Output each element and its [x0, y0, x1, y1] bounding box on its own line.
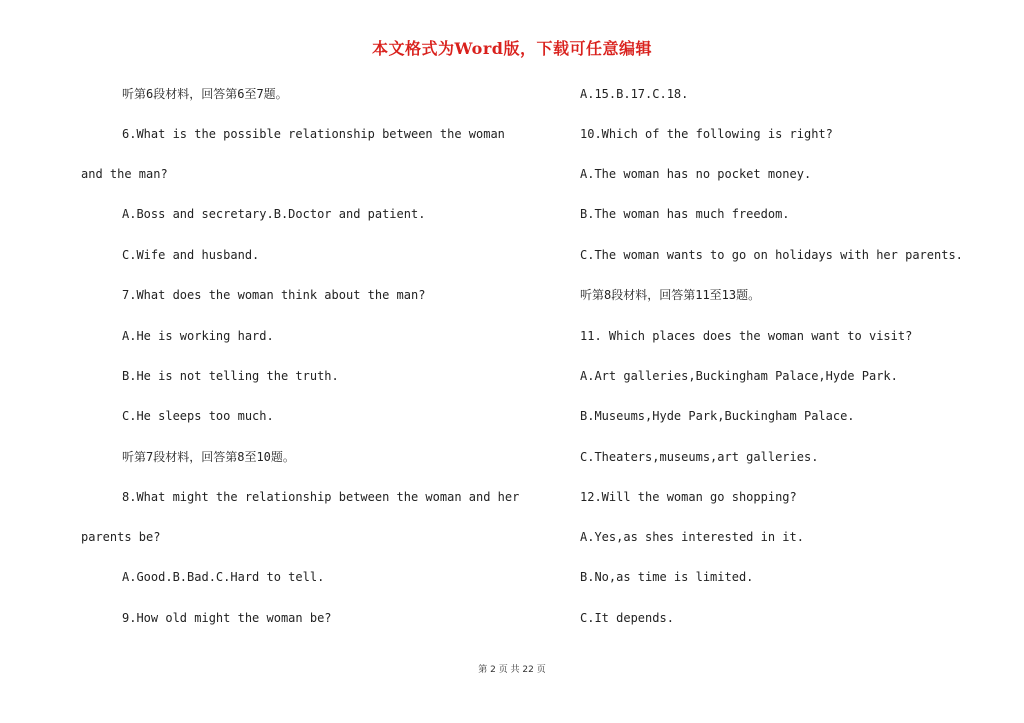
question-6-continued: and the man?	[81, 167, 168, 181]
question-10-option-a: A.The woman has no pocket money.	[580, 167, 812, 181]
question-12-option-c: C.It depends.	[580, 611, 674, 625]
question-6-options-ab: A.Boss and secretary.B.Doctor and patient.	[122, 207, 426, 221]
question-11-option-c: C.Theaters,museums,art galleries.	[580, 450, 819, 464]
question-7-option-c: C.He sleeps too much.	[122, 409, 274, 423]
question-7: 7.What does the woman think about the man?	[122, 288, 426, 302]
question-10-option-c: C.The woman wants to go on holidays with her parents.	[580, 248, 963, 262]
question-9-options: A.15.B.17.C.18.	[580, 87, 689, 101]
question-6: 6.What is the possible relationship between the woman	[122, 127, 505, 141]
question-12-option-a: A.Yes,as shes interested in it.	[580, 530, 804, 544]
question-12-option-b: B.No,as time is limited.	[580, 570, 754, 584]
question-6-option-c: C.Wife and husband.	[122, 248, 260, 262]
question-9: 9.How old might the woman be?	[122, 611, 332, 625]
question-10: 10.Which of the following is right?	[580, 127, 833, 141]
question-8-options: A.Good.B.Bad.C.Hard to tell.	[122, 570, 325, 584]
question-12: 12.Will the woman go shopping?	[580, 490, 797, 504]
section-heading-6: 听第6段材料，回答第6至7题。	[122, 87, 288, 101]
section-heading-8: 听第8段材料，回答第11至13题。	[580, 288, 761, 302]
question-11-option-b: B.Museums,Hyde Park,Buckingham Palace.	[580, 409, 855, 423]
page-number: 第 2 页 共 22 页	[478, 665, 546, 675]
question-11: 11. Which places does the woman want to visit?	[580, 329, 913, 343]
question-10-option-b: B.The woman has much freedom.	[580, 207, 790, 221]
question-7-option-a: A.He is working hard.	[122, 329, 274, 343]
question-7-option-b: B.He is not telling the truth.	[122, 369, 339, 383]
question-8: 8.What might the relationship between the woman and her	[122, 490, 520, 504]
question-8-continued: parents be?	[81, 530, 161, 544]
section-heading-7: 听第7段材料，回答第8至10题。	[122, 450, 295, 464]
question-11-option-a: A.Art galleries,Buckingham Palace,Hyde Park.	[580, 369, 898, 383]
document-banner: 本文格式为Word版，下载可任意编辑	[372, 39, 652, 58]
